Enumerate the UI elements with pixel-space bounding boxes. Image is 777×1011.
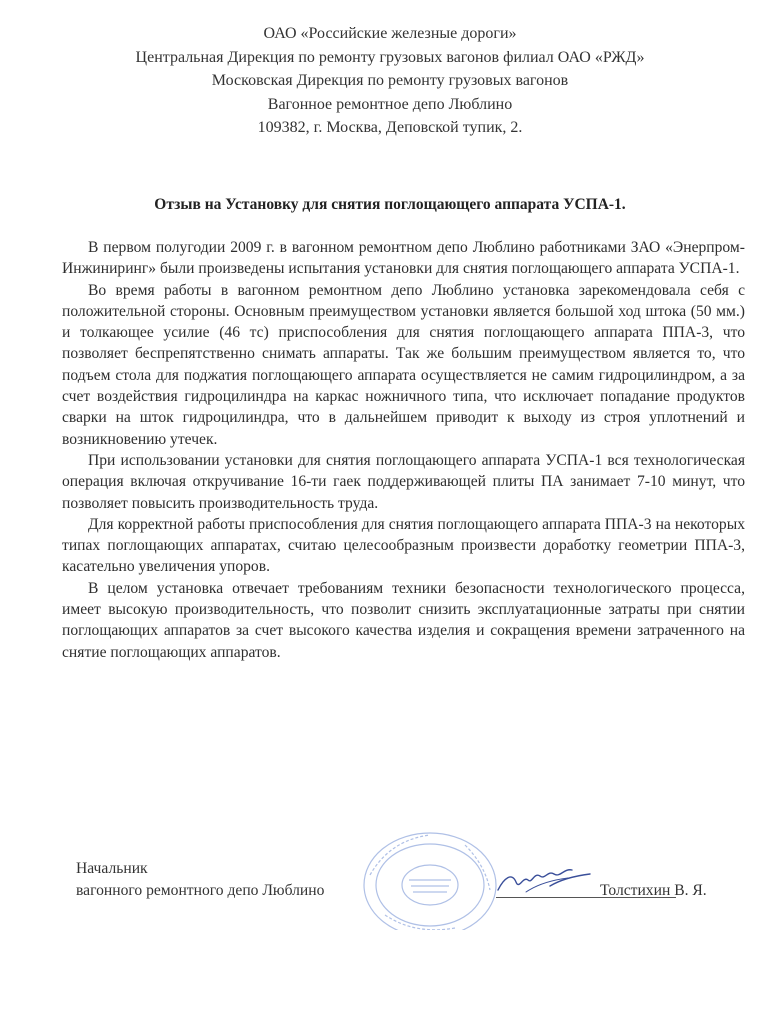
signature-block [76, 858, 746, 902]
letterhead-depot: Вагонное ремонтное депо Люблино [267, 95, 513, 113]
signer-name: Толстихин В. Я. [600, 882, 707, 899]
letterhead-org: ОАО «Российские железные дороги» [263, 25, 517, 42]
paragraph: В первом полугодии 2009 г. в вагонном ремонтном депо Люблино работниками ЗАО «Энерпром-Инжиниринг» были произведены испытания установки для снятия поглощающего аппарата УСПА-1. [62, 239, 745, 278]
letterhead-directorate: Центральная Дирекция по ремонту грузовых вагонов филиал ОАО «РЖД» [135, 48, 645, 66]
signer-title: Начальник [76, 860, 148, 877]
letterhead-moscow-directorate: Московская Дирекция по ремонту грузовых вагонов [211, 72, 569, 89]
letterhead-address: 109382, г. Москва, Деповской тупик, 2. [257, 119, 523, 136]
paragraph: При использовании установки для снятия поглощающего аппарата УСПА-1 вся технологическая операция включая откручивание 16-ти гаек поддерживающей плиты ПА занимает 7-10 минут, что позволяет повысить производительность труда. [62, 451, 745, 512]
document-body [62, 237, 745, 663]
letterhead [40, 22, 740, 140]
paragraph: Для корректной работы приспособления для снятия поглощающего аппарата ППА-3 на некоторых типах поглощающих аппаратах, считаю целесообразным произвести доработку геометрии ППА-3, касательно увеличения упоров. [62, 515, 745, 576]
document-title: Отзыв на Установку для снятия поглощающего аппарата УСПА-1. [154, 196, 626, 213]
paragraph: Во время работы в вагонном ремонтном депо Люблино установка зарекомендовала себя с положительной стороны. Основным преимуществом установки является большой ход штока (50 мм.) и толкающее усилие (46 тс) приспособления для снятия поглощающего аппарата ППА-3, что позволяет беспрепятственно снимать аппараты. Так же большим преимуществом является то, что подъем стола для поджатия поглощающего аппарата осуществляется не самим гидроцилиндром, а за счет воздействия гидроцилиндра на каркас ножничного типа, что исключает попадание продуктов сварки на шток гидроцилиндра, что в дальнейшем приводит к выходу из строя уплотнений и возникновению утечек. [62, 281, 745, 448]
paragraph: В целом установка отвечает требованиям техники безопасности технологического процесса, имеет высокую производительность, что позволит снизить эксплуатационные затраты при снятии поглощающих аппаратов за счет высокого качества изделия и сокращения времени затраченного на снятие поглощающих аппаратов. [62, 579, 745, 661]
signer-depot: вагонного ремонтного депо Люблино [76, 882, 325, 899]
